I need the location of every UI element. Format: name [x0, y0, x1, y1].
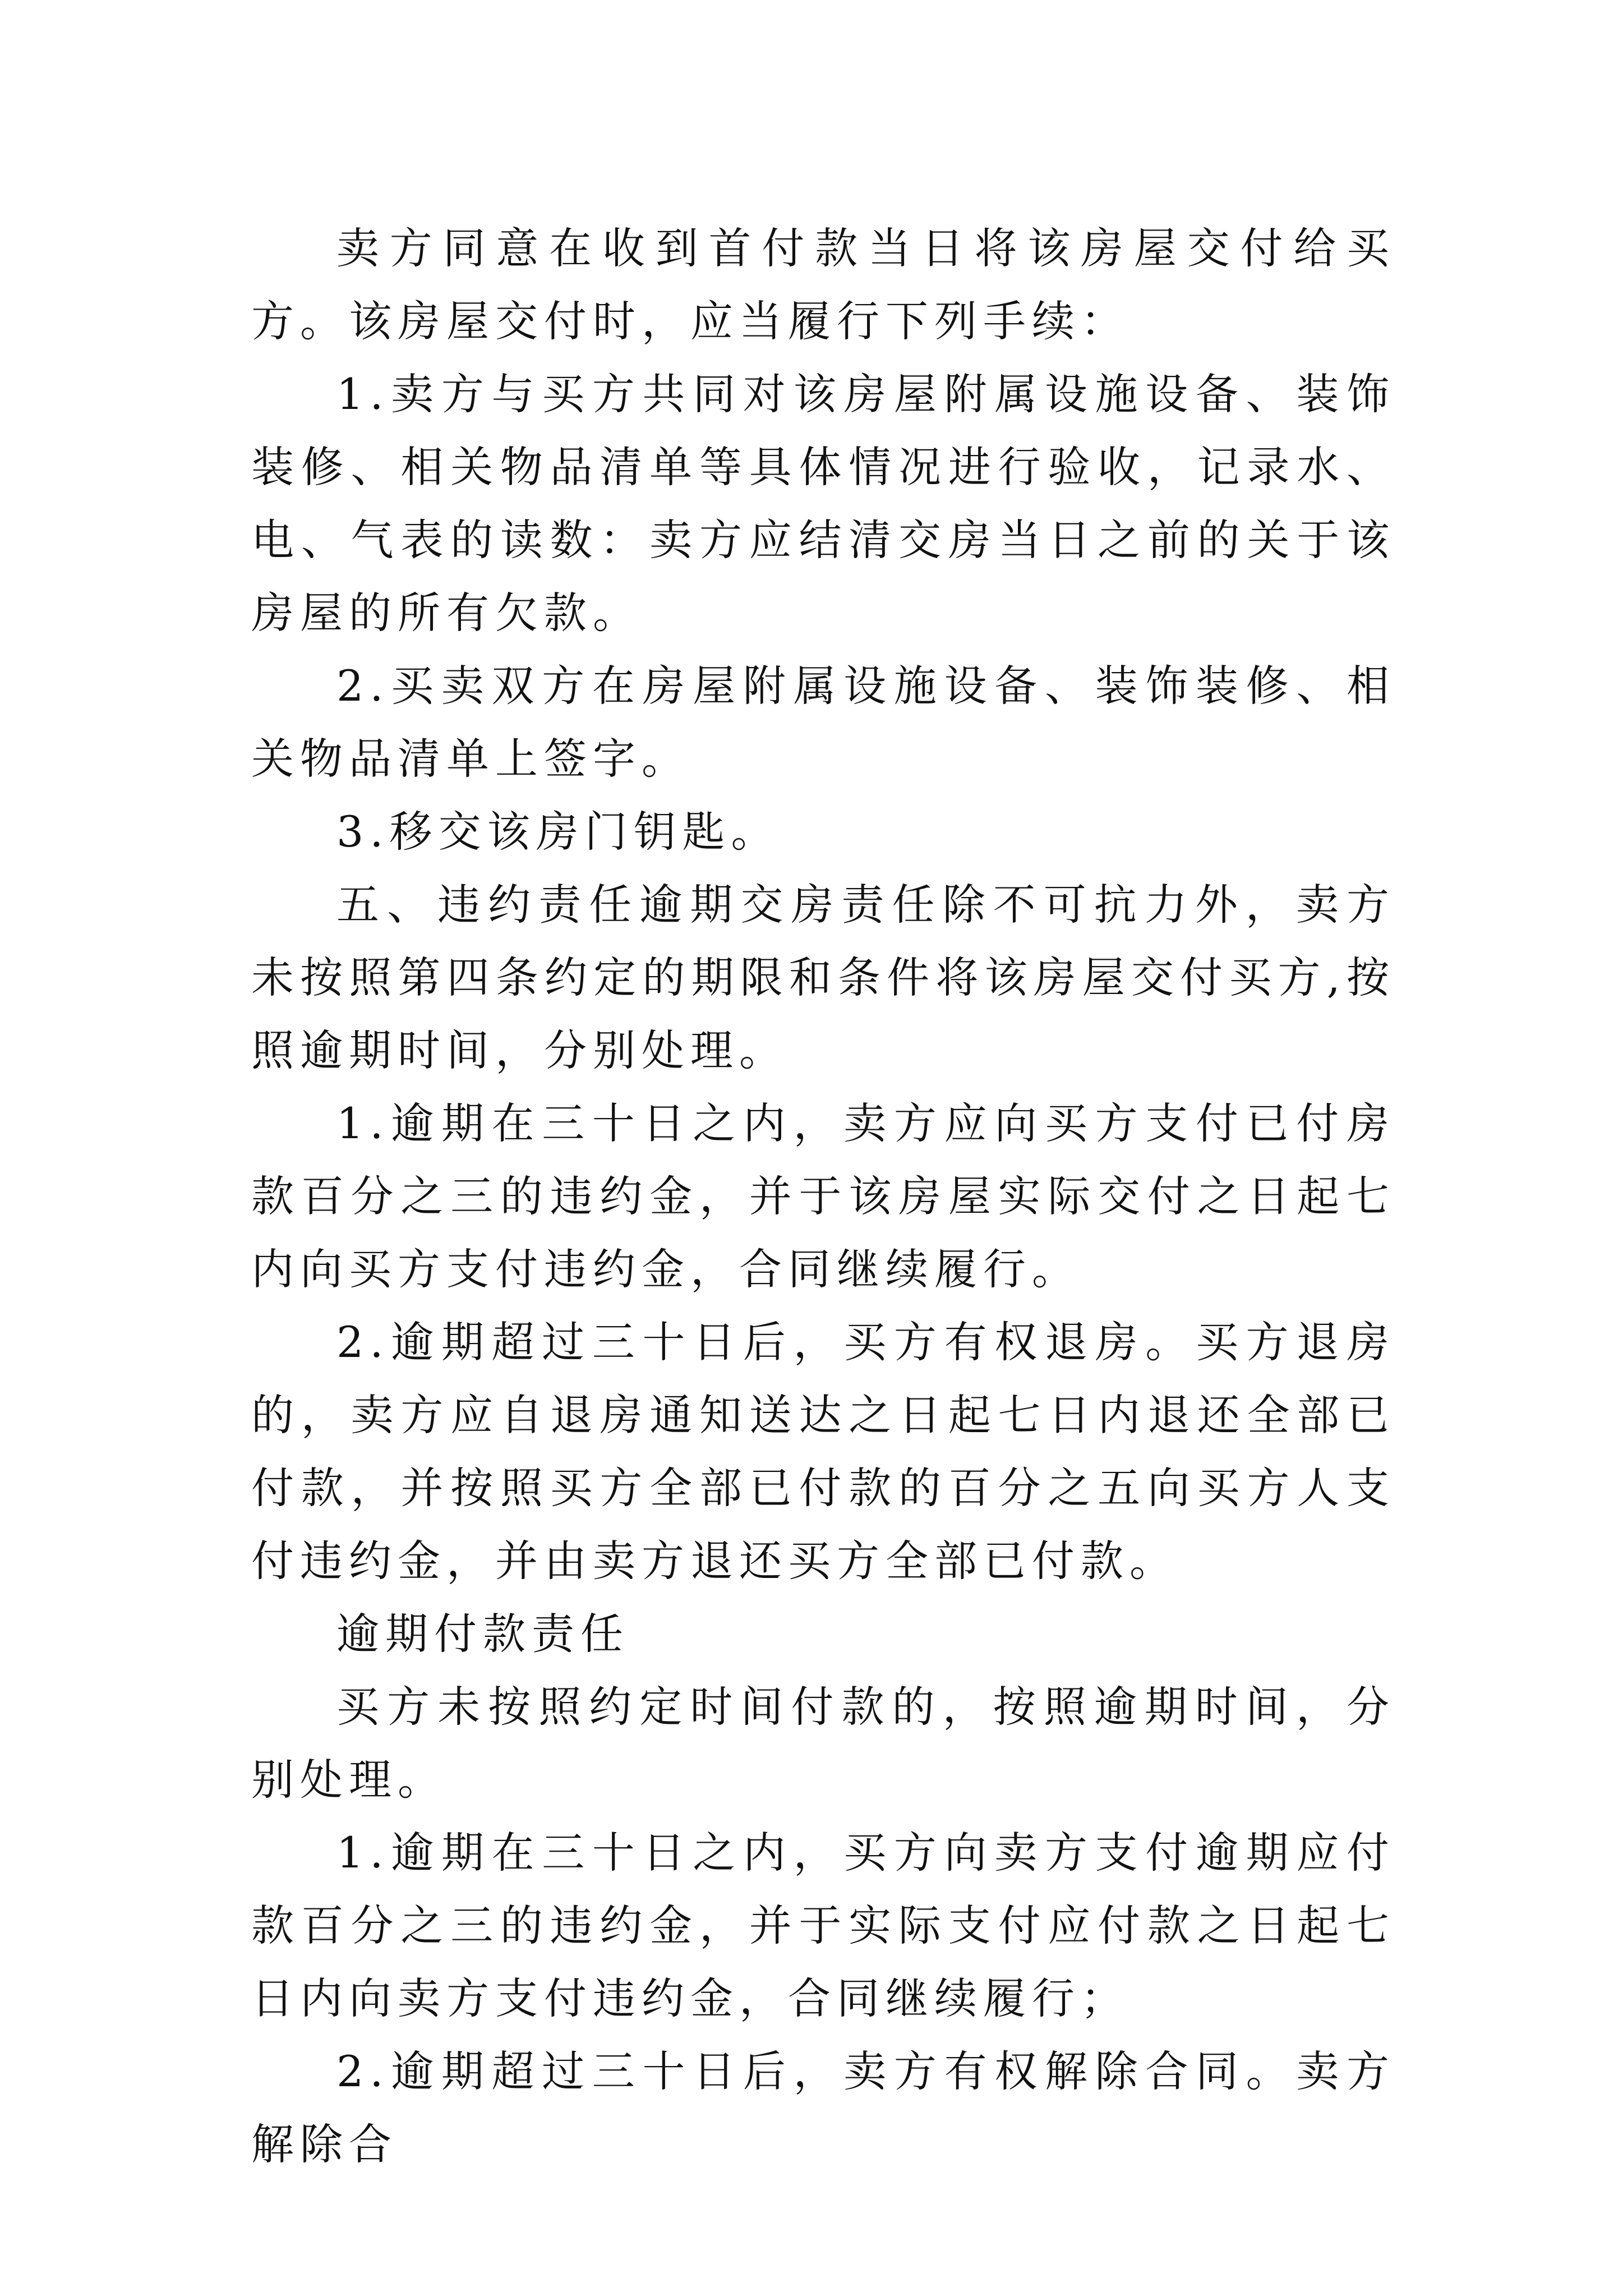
- document-body: [251, 212, 1395, 2181]
- paragraph-handover-intro: 卖方同意在收到首付款当日将该房屋交付给买方。该房屋交付时，应当履行下列手续：: [251, 223, 1395, 346]
- paragraph-late-payment-item-2: 2.逾期超过三十日后，卖方有权解除合同。卖方解除合: [251, 2046, 1395, 2169]
- paragraph-handover-item-1: 1.卖方与买方共同对该房屋附属设施设备、装饰装修、相关物品清单等具体情况进行验收，记录水、电、气表的读数：卖方应结清交房当日之前的关于该房屋的所有欠款。: [251, 369, 1395, 638]
- paragraph-late-payment-item-1: 1.逾期在三十日之内，买方向卖方支付逾期应付款百分之三的违约金，并于实际支付应付款之日起七日内向卖方支付违约金，合同继续履行；: [251, 1828, 1395, 2023]
- paragraph-breach-liability: 五、违约责任逾期交房责任除不可抗力外，卖方未按照第四条约定的期限和条件将该房屋交付买方,按照逾期时间，分别处理。: [251, 880, 1395, 1075]
- paragraph-late-payment-intro: 买方未按照约定时间付款的，按照逾期时间，分别处理。: [251, 1682, 1395, 1805]
- paragraph-late-payment-heading: 逾期付款责任: [336, 1609, 629, 1659]
- paragraph-late-delivery-item-2: 2.逾期超过三十日后，买方有权退房。买方退房的，卖方应自退房通知送达之日起七日内退还全部已付款，并按照买方全部已付款的百分之五向买方人支付违约金，并由卖方退还买方全部已付款。: [251, 1317, 1395, 1586]
- paragraph-handover-item-2: 2.买卖双方在房屋附属设施设备、装饰装修、相关物品清单上签字。: [251, 661, 1395, 784]
- paragraph-handover-item-3: 3.移交该房门钥匙。: [336, 807, 780, 857]
- paragraph-late-delivery-item-1: 1.逾期在三十日之内，卖方应向买方支付已付房款百分之三的违约金，并于该房屋实际交付之日起七内向买方支付违约金，合同继续履行。: [251, 1098, 1395, 1294]
